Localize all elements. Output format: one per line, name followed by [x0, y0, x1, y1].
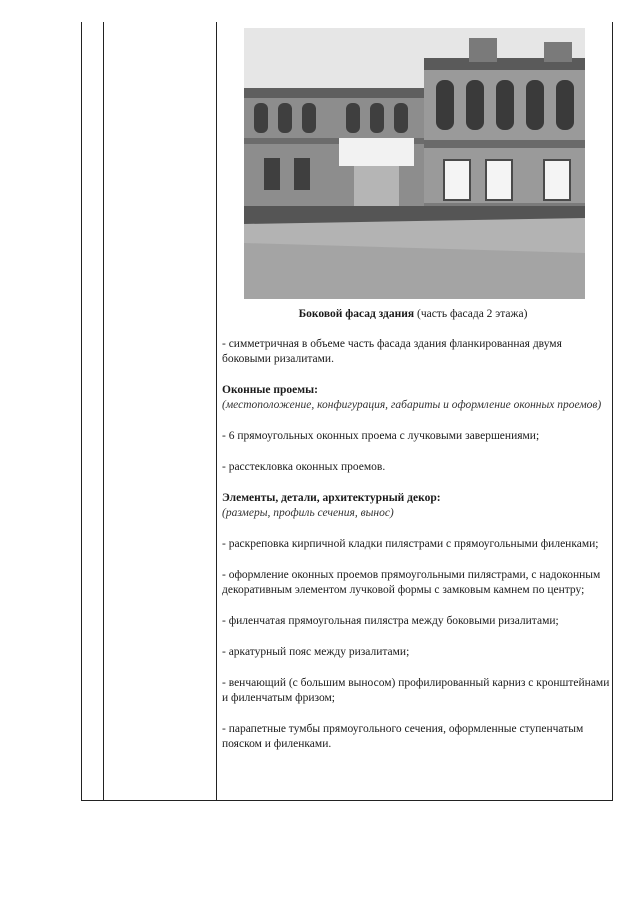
- elements-subheading: (размеры, профиль сечения, вынос): [222, 507, 394, 519]
- intro-text: - симметричная в объеме часть фасада здания фланкированная двумя боковыми ризалитами.: [222, 338, 562, 365]
- elements-item: - раскреповка кирпичной кладки пилястрами с прямоугольными филенками;: [222, 538, 599, 550]
- windows-item: - расстекловка оконных проемов.: [222, 461, 386, 473]
- elements-item: - парапетные тумбы прямоугольного сечения, оформленные ступенчатым пояском и филенками.: [222, 723, 584, 750]
- elements-item: - оформление оконных проемов прямоугольными пилястрами, с надоконным декоративным элементом лучковой формы с замковым камнем по центру;: [222, 569, 601, 596]
- caption-bold: Боковой фасад здания: [298, 308, 415, 320]
- photo-caption: [216, 308, 610, 320]
- table-column-divider-2: [216, 22, 217, 800]
- elements-heading: Элементы, детали, архитектурный декор:: [222, 492, 441, 504]
- elements-item: - аркатурный пояс между ризалитами;: [222, 646, 410, 658]
- windows-item: - 6 прямоугольных оконных проема с лучковыми завершениями;: [222, 430, 540, 442]
- windows-heading: Оконные проемы:: [222, 384, 318, 396]
- table-column-divider-1: [103, 22, 104, 800]
- windows-subheading: (местоположение, конфигурация, габариты и оформление оконных проемов): [222, 399, 602, 411]
- caption-rest: (часть фасада 2 этажа): [414, 308, 528, 320]
- building-facade-photo: [244, 28, 585, 299]
- elements-item: - венчающий (с большим выносом) профилированный карниз с кронштейнами и филенчатым фризом;: [222, 677, 610, 704]
- description-content: [222, 337, 610, 752]
- elements-item: - филенчатая прямоугольная пилястра между боковыми ризалитами;: [222, 615, 559, 627]
